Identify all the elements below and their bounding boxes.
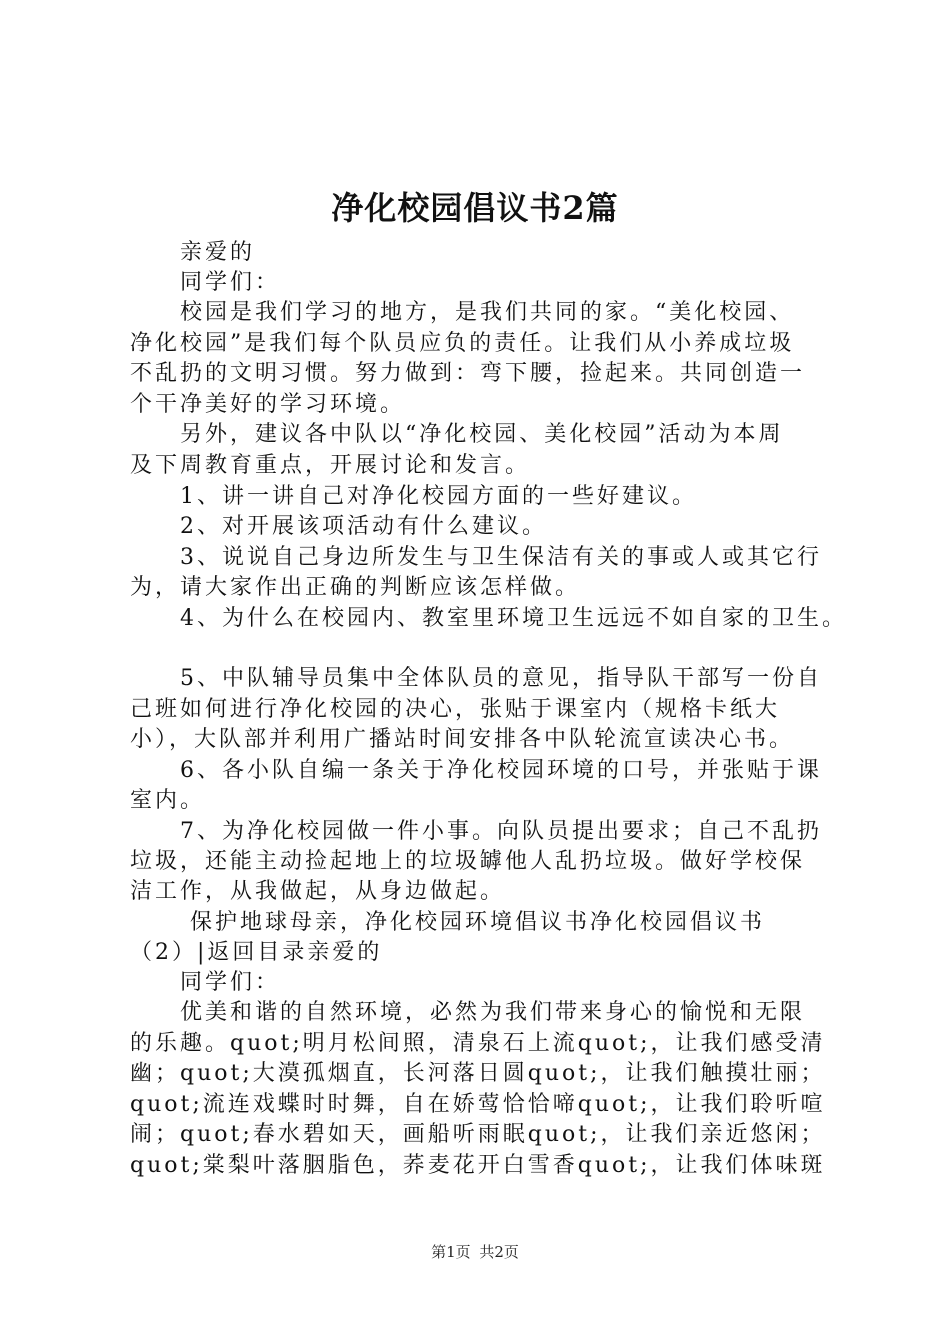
body-line: 闹；quot;春水碧如天，画船听雨眠quot;，让我们亲近悠闲； [130, 1122, 826, 1147]
body-line: 5、中队辅导员集中全体队员的意见，指导队干部写一份自 [180, 666, 822, 691]
page-footer [0, 1242, 950, 1262]
body-line: 3、说说自己身边所发生与卫生保洁有关的事或人或其它行 [180, 545, 822, 570]
document-title: 净化校园倡议书2篇 [331, 189, 619, 227]
body-line: 个干净美好的学习环境。 [130, 392, 406, 417]
body-line: 垃圾，还能主动捡起地上的垃圾罅他人乱扔垃圾。做好学校保 [130, 849, 806, 874]
body-line: 小），大队部并利用广播站时间安排各中队轮流宣读决心书。 [130, 727, 795, 752]
body-line: quot;棠梨叶落胭脂色，荞麦花开白雪香quot;，让我们体味斑 [130, 1153, 826, 1178]
body-line: 的乐趣。quot;明月松间照，清泉石上流quot;，让我们感受清 [130, 1031, 826, 1056]
body-line: 幽；quot;大漠孤烟直，长河落日圆quot;，让我们触摸壮丽； [130, 1061, 826, 1086]
body-line: 己班如何进行净化校园的决心，张贴于课室内（规格卡纸大 [130, 697, 781, 722]
body-line: 室内。 [130, 788, 206, 813]
body-line: （2）|返回目录亲爱的 [130, 940, 383, 965]
body-line: 4、为什么在校园内、教室里环境卫生远远不如自家的卫生。 [180, 606, 847, 631]
body-line: 为，请大家作出正确的判断应该怎样做。 [130, 575, 581, 600]
body-line: quot;流连戏蝶时时舞，自在娇莺恰恰啼quot;，让我们聆听喧 [130, 1092, 826, 1117]
page-total: 共2页 [479, 1243, 519, 1261]
body-line: 2、对开展该项活动有什么建议。 [180, 514, 547, 539]
body-line: 优美和谐的自然环境，必然为我们带来身心的愉悦和无限 [180, 1000, 806, 1025]
body-line: 亲爱的 [180, 240, 256, 265]
body-line: 不乱扔的文明习惯。努力做到：弯下腰，捡起来。共同创造一 [130, 361, 806, 386]
body-line: 6、各小队自编一条关于净化校园环境的口号，并张贴于课 [180, 758, 822, 783]
body-line: 保护地球母亲，净化校园环境倡议书净化校园倡议书 [190, 910, 766, 935]
page-number: 第1页 [431, 1243, 471, 1261]
body-line: 净化校园”是我们每个队员应负的责任。让我们从小养成垃圾 [130, 331, 795, 356]
body-line: 及下周教育重点，开展讨论和发言。 [130, 453, 531, 478]
body-line: 同学们： [180, 270, 281, 295]
body-line: 7、为净化校园做一件小事。向队员提出要求；自己不乱扔 [180, 819, 822, 844]
body-line: 同学们： [180, 970, 281, 995]
body-line: 校园是我们学习的地方，是我们共同的家。“美化校园、 [180, 300, 795, 325]
body-line: 另外，建议各中队以“净化校园、美化校园”活动为本周 [180, 422, 784, 447]
body-line: 洁工作，从我做起，从身边做起。 [130, 879, 506, 904]
body-line: 1、讲一讲自己对净化校园方面的一些好建议。 [180, 484, 697, 509]
